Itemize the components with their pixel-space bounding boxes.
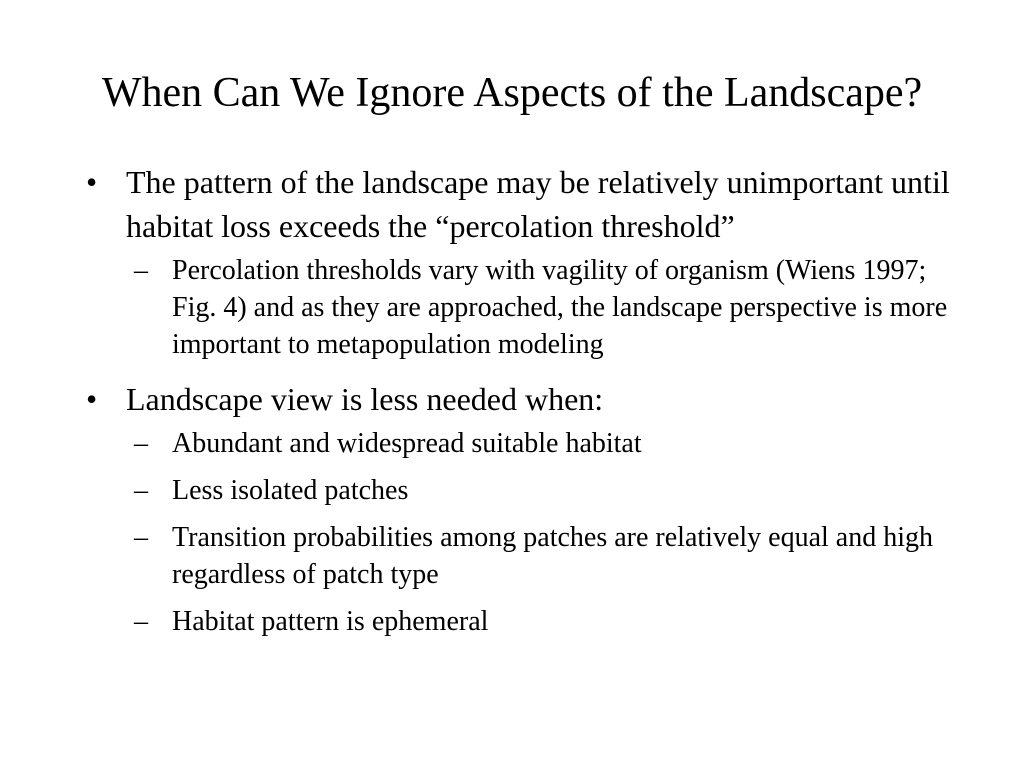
bullet-text: The pattern of the landscape may be relatively unimportant until habitat loss exceeds the “percolation threshold” (126, 164, 950, 244)
sub-bullet-list (86, 252, 966, 363)
slide-content (86, 160, 966, 650)
bullet-text: Landscape view is less needed when: (126, 381, 604, 417)
dash-marker: – (134, 428, 148, 459)
bullet-item (86, 160, 966, 248)
sub-bullet-item (86, 252, 966, 363)
sub-bullet-text: Transition probabilities among patches are relatively equal and high regardless of patch type (172, 522, 933, 590)
sub-bullet-item (86, 425, 966, 462)
slide-title: When Can We Ignore Aspects of the Landscape? (101, 70, 923, 116)
dash-marker: – (134, 255, 148, 286)
sub-bullet-text: Less isolated patches (172, 475, 409, 506)
bullet-marker: • (86, 381, 98, 417)
dash-marker: – (134, 606, 148, 637)
sub-bullet-item (86, 472, 966, 509)
dash-marker: – (134, 522, 148, 553)
dash-marker: – (134, 475, 148, 506)
sub-bullet-list (86, 425, 966, 640)
sub-bullet-item (86, 519, 966, 593)
sub-bullet-item (86, 603, 966, 640)
sub-bullet-text: Percolation thresholds vary with vagility of organism (Wiens 1997; Fig. 4) and as they are approached, the landscape perspective is more important to metapopulation modeling (172, 255, 948, 360)
bullet-item (86, 377, 966, 421)
bullet-marker: • (86, 164, 98, 200)
sub-bullet-text: Abundant and widespread suitable habitat (172, 428, 642, 459)
sub-bullet-text: Habitat pattern is ephemeral (172, 606, 489, 637)
